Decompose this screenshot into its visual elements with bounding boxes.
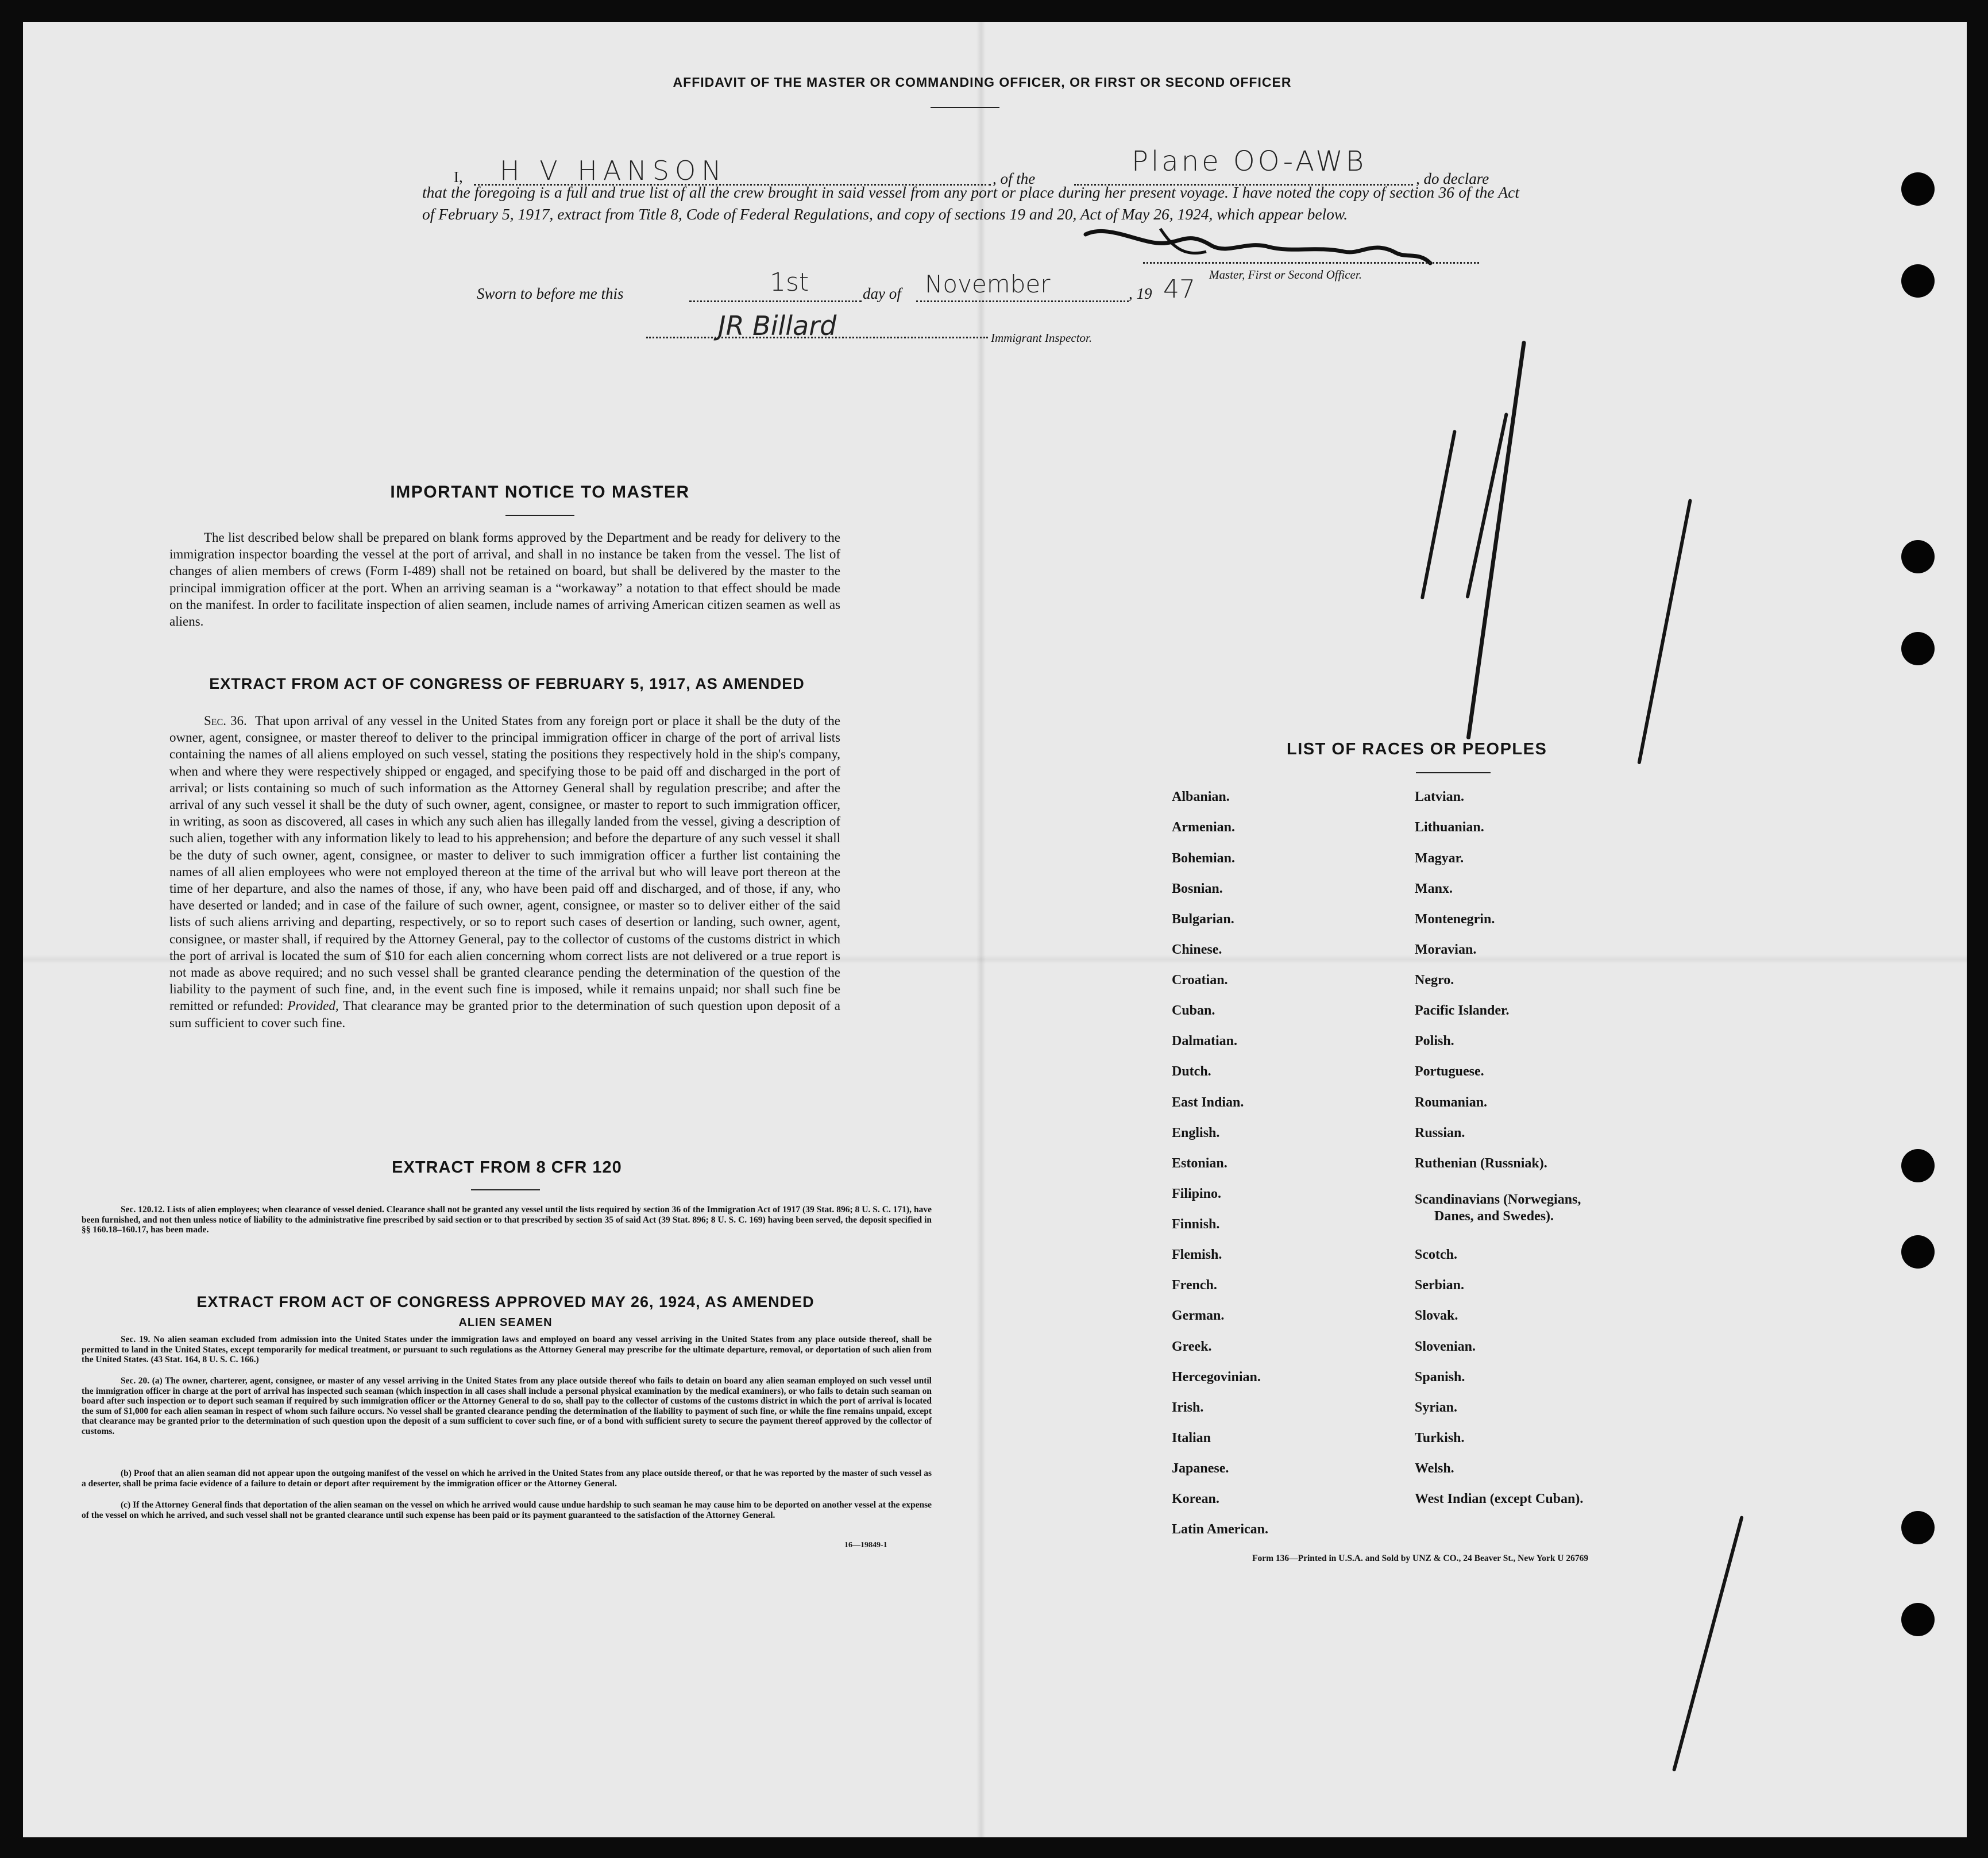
- notice-title: IMPORTANT NOTICE TO MASTER: [390, 483, 690, 502]
- race-left: Armenian.: [1172, 820, 1235, 835]
- declare-label: , do declare: [1416, 170, 1489, 187]
- race-right: Serbian.: [1415, 1278, 1465, 1293]
- extract-cfr-title: EXTRACT FROM 8 CFR 120: [392, 1158, 622, 1177]
- race-left: Bosnian.: [1172, 881, 1223, 896]
- vessel-name: Plane OO-AWB: [1132, 145, 1367, 178]
- of-the-label: , of the: [993, 170, 1036, 187]
- extract-1924-sec20a: Sec. 20. (a) The owner, charterer, agent, consignee, or master of any vessel arriving in the United States from any place outside thereof who fails to detain on board any alien seaman employed on such vessel until the immigration officer in charge at the port of arrival has inspected such seaman (which inspection in all cases shall include a personal physical examination by the medical examiners), or who fails to detain such seaman on board after such inspection or to deport such seaman if required by such immigration officer or the Attorney General to do so, shall pay to the collector of customs of the customs district in which the port of arrival is located the sum of $1,000 for each alien seaman in respect of whom such failure occurs. No vessel shall be granted clearance pending the determination of the liability to payment of such fine, or while the fine remains unpaid, except that clearance may be granted prior to the determination of such question upon the deposit of a sum sufficient to cover such fine, or of a bond with sufficient surety to secure the payment thereof approved by the collector of customs.: [82, 1376, 932, 1436]
- binder-hole: [1901, 540, 1935, 573]
- sworn-label: Sworn to before me this: [477, 285, 624, 302]
- binder-hole: [1901, 264, 1935, 298]
- extract-1917-body: [169, 712, 840, 1031]
- race-left: French.: [1172, 1278, 1217, 1293]
- race-right: Scotch.: [1415, 1247, 1457, 1262]
- race-right: Russian.: [1415, 1125, 1465, 1140]
- race-left: East Indian.: [1172, 1095, 1244, 1110]
- extract-1924-sec19: Sec. 19. No alien seaman excluded from admission into the United States under the immigration laws and employed on board any vessel arriving in the United States from any place outside thereof, shall be permitted to land in the United States, except temporarily for medical treatment, or pursuant to such regulations as the Attorney General may prescribe for the ultimate departure, removal, or deportation of such alien from the United States. (43 Stat. 164, 8 U. S. C. 166.): [82, 1335, 932, 1365]
- extract-1917-section: Sec. 36.: [204, 714, 247, 728]
- race-left: Italian: [1172, 1431, 1211, 1445]
- races-title: LIST OF RACES OR PEOPLES: [1287, 740, 1547, 758]
- extract-1924-subtitle: ALIEN SEAMEN: [458, 1316, 553, 1329]
- race-left: Flemish.: [1172, 1247, 1222, 1262]
- race-right: Ruthenian (Russniak).: [1415, 1156, 1547, 1171]
- race-left: Dutch.: [1172, 1064, 1211, 1079]
- race-left: Japanese.: [1172, 1461, 1229, 1476]
- notice-text: The list described below shall be prepared on blank forms approved by the Department and be ready for delivery to the immigration inspector boarding the vessel at the port of arrival, and shall in no instance be taken from the vessel. The list of changes of alien members of crews (Form I-489) shall not be retained on board, but shall be delivered by the master to the principal immigration officer at the port. When an arriving seaman is a “workaway” a notation to that effect should be made on the manifest. In order to facilitate inspection of alien seamen, include names of arriving American citizen seamen as well as aliens.: [169, 530, 840, 629]
- form-code: 16—19849-1: [844, 1541, 887, 1549]
- extract-1917-text: That upon arrival of any vessel in the United States from any foreign port or place it shall be the duty of the owner, agent, consignee, or master thereof to deliver to the principal immigration officer in charge of the port of arrival lists containing the names of all aliens employed on such vessel, stating the positions they respectively hold in the ship's company, when and where they were respectively shipped or engaged, and specifying those to be paid off and discharged in the port of arrival; or lists containing so much of such information as the Attorney General shall by regulation prescribe; and after the arrival of any such vessel it shall be the duty of such owner, agent, consignee, or master to report to such immigration officer, in writing, as soon as discovered, all cases in which any such alien has illegally landed from the vessel, giving a description of such alien, together with any information likely to lead to his apprehension; and before the departure of any such vessel it shall be the duty of such owner, agent, consignee, or master to deliver to such immigration officer a further list containing the names of all alien employees who were not employed thereon at the time of the arrival but who will leave port thereon at the time of her departure, and also the names of those, if any, who have been paid off and discharged, and of those, if any, who have deserted or landed; and in case of the failure of such owner, agent, consignee, or master so to deliver either of the said lists of such aliens arriving and departing, respectively, or so to report such cases of desertion or landing, such owner, agent, consignee, or master shall, if required by the Attorney General, pay to the collector of customs of the customs district in which the port of arrival is located the sum of $10 for each alien concerning whom correct lists are not delivered or a true report is not made as above required; and no such vessel shall be granted clearance pending the determination of the question of the liability to the payment of such fine, and, in the event such fine is imposed, while it remains unpaid; nor shall such fine be remitted or refunded:: [169, 714, 840, 1013]
- extract-cfr-text: Sec. 120.12. Lists of alien employees; when clearance of vessel denied. Clearance shall not be granted any vessel until the lists required by section 36 of the Immigration Act of 1917 (39 Stat. 896; 8 U. S. C. 171), have been furnished, and not then unless notice of liability to the administrative fine prescribed by said section or to that prescribed by section 35 of said Act (39 Stat. 896; 8 U. S. C. 169) having been served, the deposit specified in §§ 160.18–160.17, has been made.: [82, 1205, 932, 1235]
- pen-stroke: [1466, 341, 1526, 739]
- year-prefix: , 19: [1129, 285, 1152, 302]
- race-left: Estonian.: [1172, 1156, 1227, 1171]
- race-right: Lithuanian.: [1415, 820, 1484, 835]
- binder-hole: [1901, 1149, 1935, 1182]
- race-left: Finnish.: [1172, 1217, 1220, 1232]
- race-right: Magyar.: [1415, 851, 1464, 866]
- title-rule: [931, 107, 999, 108]
- race-right: Portuguese.: [1415, 1064, 1484, 1079]
- notice-rule: [505, 515, 574, 516]
- master-name: H V HANSON: [500, 155, 727, 186]
- race-right: Polish.: [1415, 1034, 1454, 1049]
- year-suffix: 47: [1163, 275, 1195, 304]
- race-right: Latvian.: [1415, 789, 1465, 804]
- race-right: Slovenian.: [1415, 1339, 1476, 1354]
- document-page: [23, 22, 1967, 1837]
- race-right: Syrian.: [1415, 1400, 1458, 1415]
- affidavit-body: that the foregoing is a full and true list of all the crew brought in said vessel from any port or place during her present voyage. I have noted the copy of section 36 of the Act of February 5, 1917, extract from Title 8, Code of Federal Regulations, and copy of sections 19 and 20, Act of May 26, 1924, which appear below.: [422, 183, 1519, 223]
- race-left: Dalmatian.: [1172, 1034, 1237, 1049]
- extract-1924-sec20b: (b) Proof that an alien seaman did not appear upon the outgoing manifest of the vessel on which he arrived in the United States from any place outside thereof, or that he was reported by the master of such vessel as a deserter, shall be prima facie evidence of a failure to detain or deport after requirement by the immigration officer or the Attorney General.: [82, 1468, 932, 1489]
- race-left: Cuban.: [1172, 1003, 1215, 1018]
- extract-1917-text-end: That clearance may be granted prior to the determination of such question upon deposit of a sum sufficient to cover such fine.: [169, 999, 841, 1030]
- race-left: Albanian.: [1172, 789, 1230, 804]
- race-right: Manx.: [1415, 881, 1453, 896]
- race-left: Hercegovinian.: [1172, 1370, 1261, 1385]
- race-left: Greek.: [1172, 1339, 1212, 1354]
- pen-stroke: [1420, 430, 1457, 600]
- extract-1917-provided: Provided,: [287, 999, 339, 1013]
- race-right: Turkish.: [1415, 1431, 1465, 1445]
- day-of-label: day of: [863, 285, 901, 302]
- i-label: I,: [454, 168, 463, 186]
- inspector-caption: Immigrant Inspector.: [991, 331, 1093, 345]
- race-right: Spanish.: [1415, 1370, 1465, 1385]
- race-left: Irish.: [1172, 1400, 1204, 1415]
- race-right: Negro.: [1415, 973, 1454, 988]
- affidavit-title: AFFIDAVIT OF THE MASTER OR COMMANDING OFFICER, OR FIRST OR SECOND OFFICER: [673, 75, 1292, 90]
- race-right: Roumanian.: [1415, 1095, 1488, 1110]
- race-left: English.: [1172, 1125, 1220, 1140]
- sworn-day: 1st: [770, 268, 809, 297]
- extract-1917-title: EXTRACT FROM ACT OF CONGRESS OF FEBRUARY 5, 1917, AS AMENDED: [209, 675, 805, 692]
- race-left: Croatian.: [1172, 973, 1228, 988]
- binder-hole: [1901, 172, 1935, 206]
- binder-hole: [1901, 1603, 1935, 1636]
- pen-stroke: [1672, 1516, 1744, 1772]
- race-left: German.: [1172, 1308, 1225, 1323]
- race-left: Latin American.: [1172, 1522, 1268, 1537]
- pen-stroke: [1637, 499, 1692, 765]
- race-right: Montenegrin.: [1415, 912, 1495, 927]
- inspector-signature: JR Billard: [718, 310, 837, 341]
- race-right: Slovak.: [1415, 1308, 1458, 1323]
- cfr-rule: [471, 1189, 540, 1190]
- sworn-day-line: [689, 300, 862, 302]
- races-rule: [1416, 772, 1491, 773]
- race-left: Filipino.: [1172, 1186, 1222, 1201]
- race-left: Bulgarian.: [1172, 912, 1234, 927]
- race-left: Bohemian.: [1172, 851, 1236, 866]
- master-signature-line: [1143, 262, 1479, 264]
- race-right: Pacific Islander.: [1415, 1003, 1510, 1018]
- binder-hole: [1901, 632, 1935, 665]
- race-right: Welsh.: [1415, 1461, 1454, 1476]
- race-left: Chinese.: [1172, 942, 1222, 957]
- extract-1924-title: EXTRACT FROM ACT OF CONGRESS APPROVED MAY 26, 1924, AS AMENDED: [196, 1293, 814, 1310]
- race-right: Scandinavians (Norwegians,: [1415, 1192, 1581, 1207]
- race-right: Moravian.: [1415, 942, 1477, 957]
- sworn-month: November: [925, 270, 1051, 298]
- extract-1924-sec20c: (c) If the Attorney General finds that deportation of the alien seaman on the vessel on which he arrived would cause undue hardship to such seaman he may cause him to be deported on another vessel at the expense of the vessel on which he arrived, and such vessel shall not be granted clearance until such expense has been paid or its payment guaranteed to the satisfaction of the Attorney General.: [82, 1500, 932, 1520]
- sworn-month-line: [916, 300, 1129, 302]
- form-footer: Form 136—Printed in U.S.A. and Sold by UNZ & CO., 24 Beaver St., New York U 26769: [1252, 1554, 1589, 1563]
- race-left: Korean.: [1172, 1491, 1219, 1506]
- master-caption: Master, First or Second Officer.: [1209, 268, 1362, 282]
- race-right: Danes, and Swedes).: [1434, 1209, 1554, 1224]
- binder-hole: [1901, 1235, 1935, 1269]
- binder-hole: [1901, 1511, 1935, 1544]
- race-right: West Indian (except Cuban).: [1415, 1491, 1584, 1506]
